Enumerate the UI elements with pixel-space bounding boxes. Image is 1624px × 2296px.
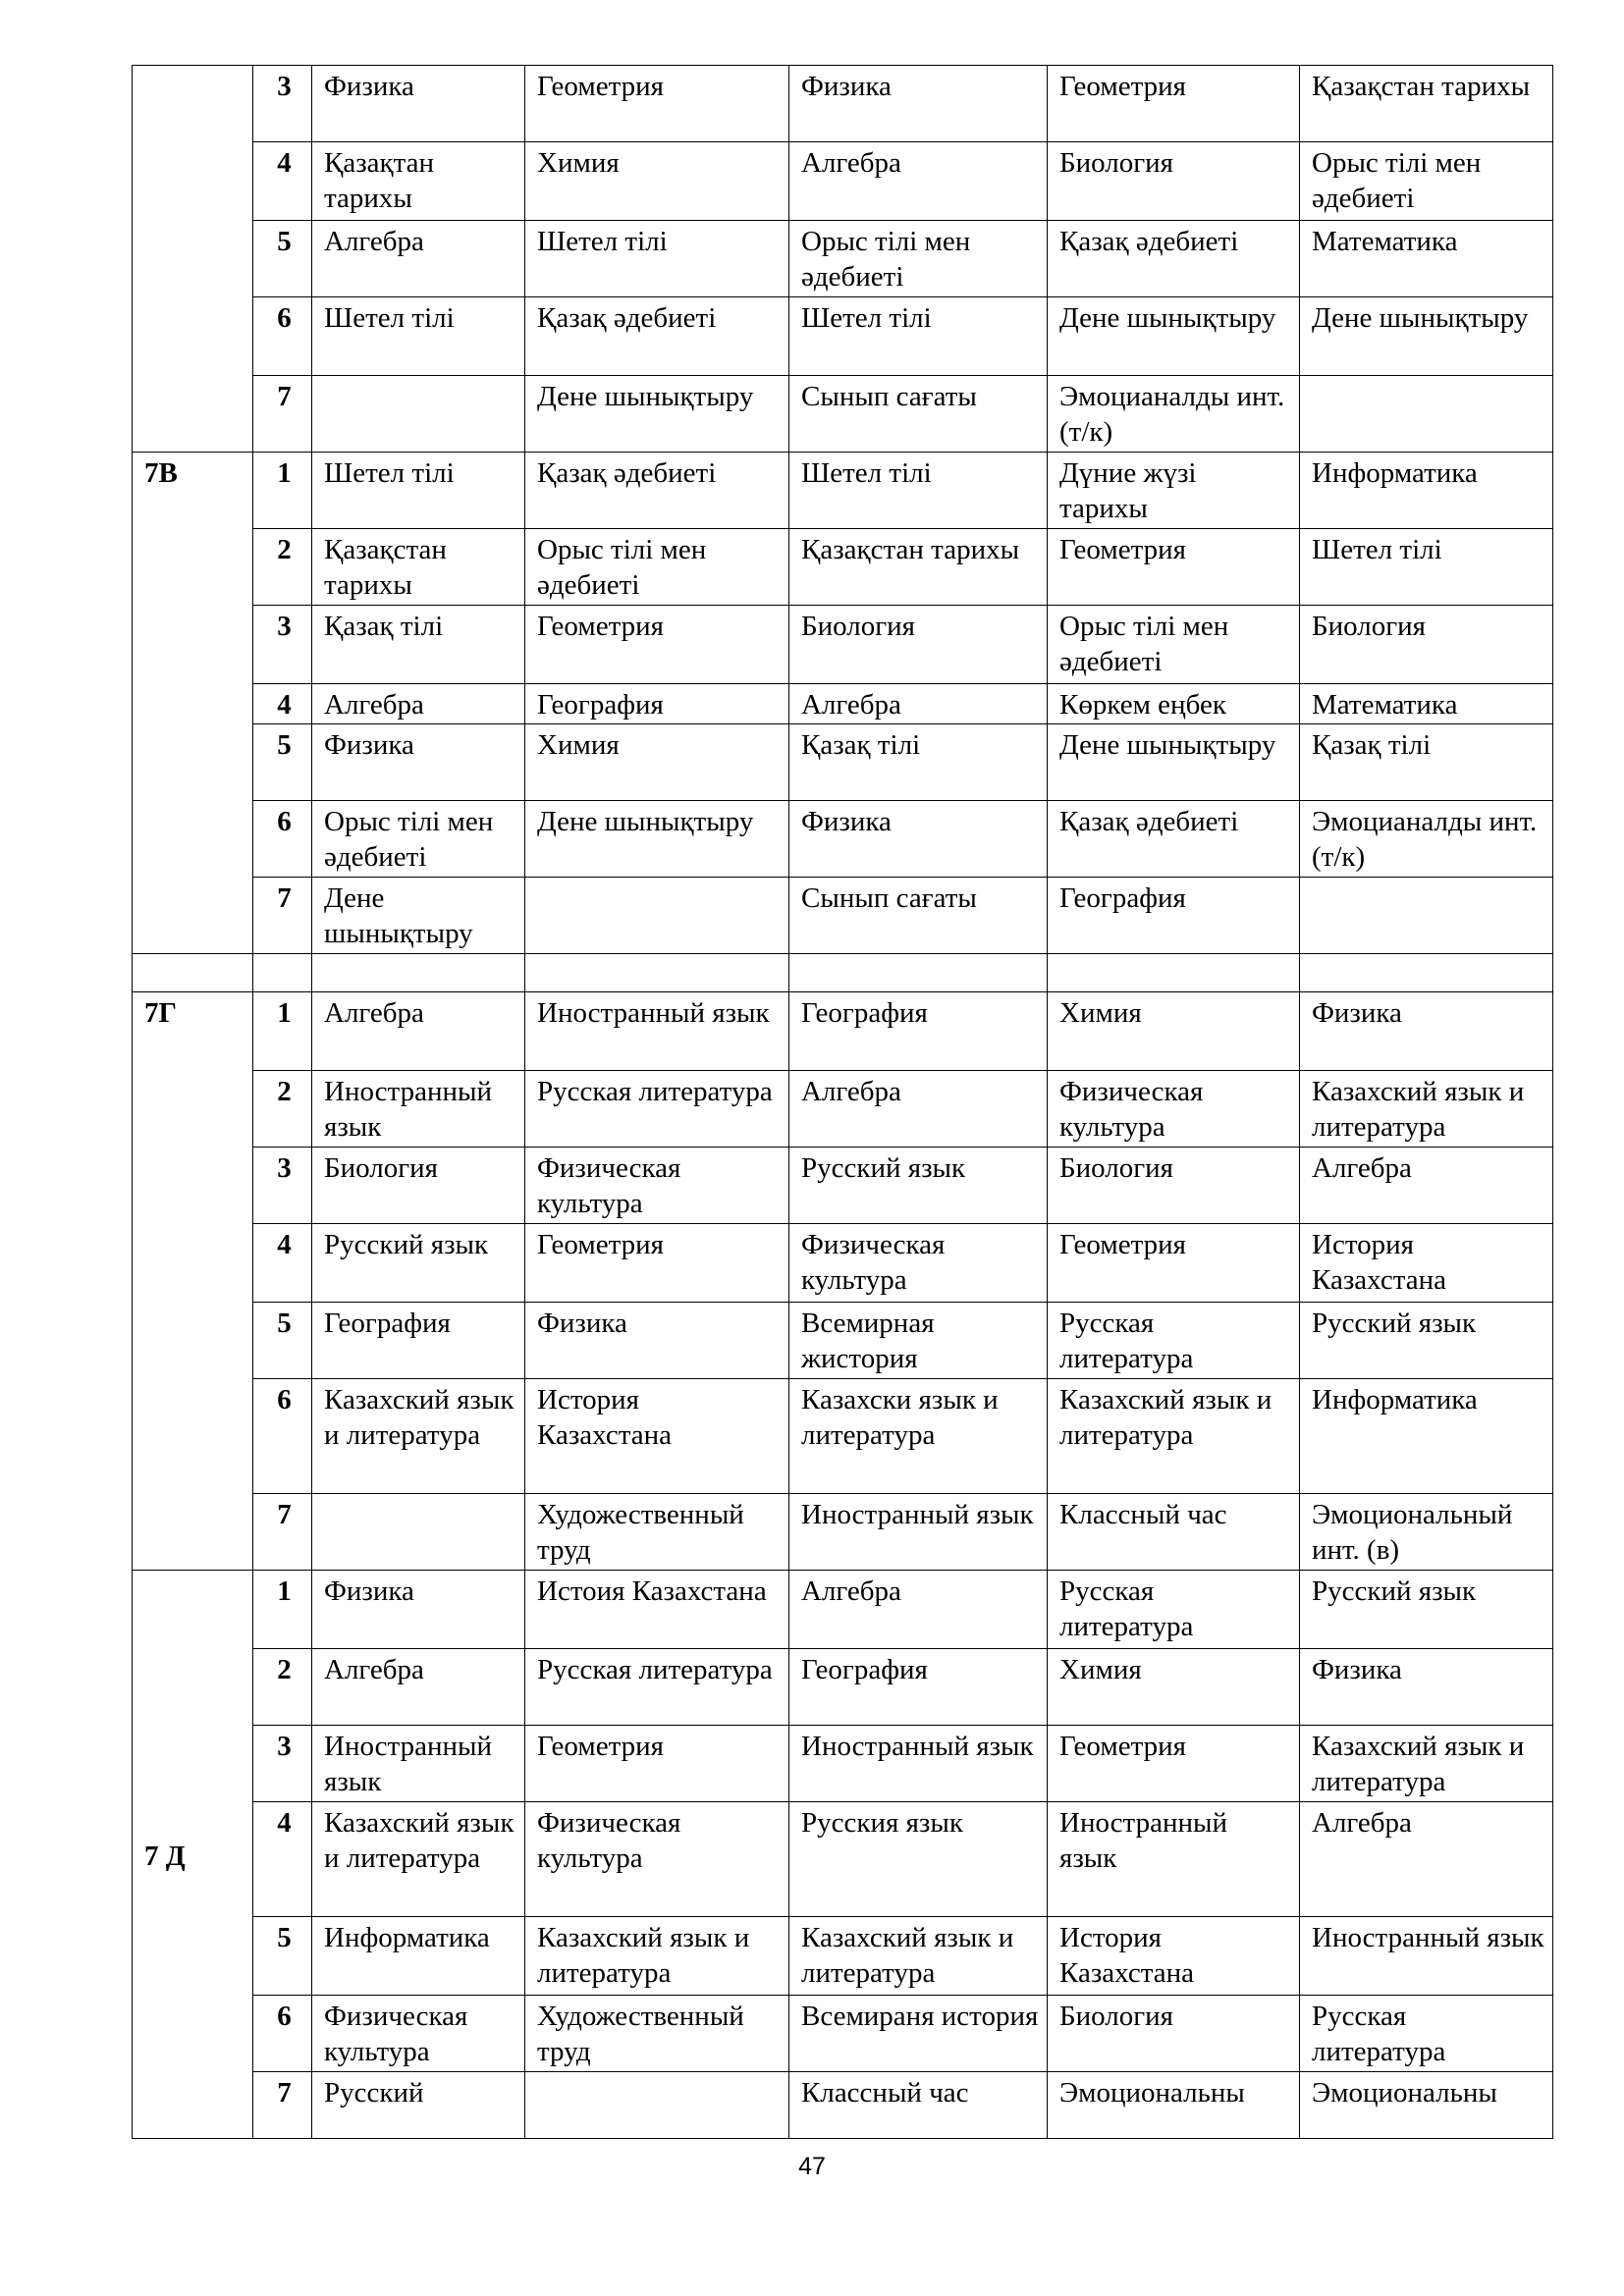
subject-cell [312,376,525,453]
page-number: 47 [798,2153,826,2180]
table-row [133,1571,1553,1649]
subject-cell: Всемираня история [789,1996,1048,2072]
subject-cell: Шетел тілі [312,297,525,376]
subject-cell [1048,954,1300,992]
subject-cell: Алгебра [312,992,525,1071]
class-label [133,954,253,992]
lesson-number: 7 [253,376,312,453]
lesson-number: 6 [253,1996,312,2072]
lesson-number: 4 [253,1224,312,1303]
table-row [133,66,1553,142]
lesson-number: 4 [253,684,312,724]
subject-cell: Русский язык [1300,1571,1553,1649]
lesson-number: 3 [253,1148,312,1224]
subject-cell: Орыс тілі мен әдебиеті [789,221,1048,297]
table-row [133,684,1553,724]
subject-cell: Физика [789,801,1048,878]
subject-cell: Алгебра [312,684,525,724]
lesson-number: 3 [253,1726,312,1802]
subject-cell: Физическая культура [789,1224,1048,1303]
subject-cell: Қазақтан тарихы [312,142,525,221]
subject-cell: Русский [312,2072,525,2139]
subject-cell: Қазақ әдебиеті [525,453,789,529]
subject-cell: Эмоциональны [1048,2072,1300,2139]
subject-cell [525,2072,789,2139]
subject-cell: Эмоциональный инт. (в) [1300,1494,1553,1571]
table-row [133,1303,1553,1379]
subject-cell: Биология [1048,1996,1300,2072]
subject-cell: Шетел тілі [789,453,1048,529]
subject-cell: Дене шынықтыру [312,878,525,954]
subject-cell: Дүние жүзі тарихы [1048,453,1300,529]
subject-cell: Эмоцианалды инт.(т/к) [1048,376,1300,453]
subject-cell: Казахский язык и литература [1048,1379,1300,1494]
subject-cell: Шетел тілі [789,297,1048,376]
subject-cell [1300,954,1553,992]
subject-cell [312,1494,525,1571]
subject-cell: Қазақстан тарихы [789,529,1048,606]
table-row [133,878,1553,954]
subject-cell: Шетел тілі [525,221,789,297]
subject-cell: Иностранный язык [1048,1802,1300,1917]
subject-cell: Классный час [789,2072,1048,2139]
subject-cell: Қазақ тілі [789,724,1048,801]
lesson-number: 7 [253,1494,312,1571]
subject-cell: История Казахстана [1048,1917,1300,1996]
subject-cell: Алгебра [312,1649,525,1726]
class-label [133,66,253,453]
lesson-number: 4 [253,1802,312,1917]
subject-cell: География [525,684,789,724]
subject-cell: Геометрия [1048,529,1300,606]
subject-cell: Қазақстан тарихы [1300,66,1553,142]
subject-cell: Орыс тілі мен әдебиеті [1048,606,1300,684]
table-row [133,2072,1553,2139]
table-row [133,297,1553,376]
subject-cell: Физика [525,1303,789,1379]
subject-cell: Иностранный язык [789,1726,1048,1802]
subject-cell [789,954,1048,992]
lesson-number: 2 [253,1071,312,1148]
subject-cell: Иностранный язык [1300,1917,1553,1996]
subject-cell: Русская литература [525,1649,789,1726]
schedule-body [133,66,1553,2139]
subject-cell: Алгебра [1300,1148,1553,1224]
subject-cell: Русская литература [1048,1571,1300,1649]
lesson-number: 6 [253,801,312,878]
subject-cell: Дене шынықтыру [1300,297,1553,376]
table-row [133,1071,1553,1148]
subject-cell: Иностранный язык [525,992,789,1071]
subject-cell: Алгебра [1300,1802,1553,1917]
subject-cell: Көркем еңбек [1048,684,1300,724]
subject-cell: Алгебра [789,142,1048,221]
lesson-number: 3 [253,606,312,684]
subject-cell [312,954,525,992]
subject-cell: Русския язык [789,1802,1048,1917]
lesson-number: 5 [253,724,312,801]
lesson-number: 2 [253,529,312,606]
subject-cell: Химия [525,724,789,801]
subject-cell: Геометрия [1048,1224,1300,1303]
class-label: 7В [133,453,253,954]
subject-cell: Алгебра [789,1571,1048,1649]
subject-cell [1300,878,1553,954]
lesson-number: 1 [253,992,312,1071]
subject-cell: Казахский язык и литература [312,1802,525,1917]
subject-cell: Дене шынықтыру [1048,724,1300,801]
lesson-number: 6 [253,297,312,376]
subject-cell: Всемирная жистория [789,1303,1048,1379]
subject-cell: Сынып сағаты [789,376,1048,453]
subject-cell: Физика [789,66,1048,142]
schedule-table [132,65,1553,2139]
subject-cell: Биология [1300,606,1553,684]
subject-cell: Орыс тілі мен әдебиеті [1300,142,1553,221]
subject-cell: Геометрия [1048,66,1300,142]
subject-cell: Геометрия [525,606,789,684]
table-row [133,1494,1553,1571]
subject-cell: Геометрия [525,1726,789,1802]
subject-cell: Иностранный язык [312,1071,525,1148]
subject-cell: Дене шынықтыру [525,376,789,453]
lesson-number: 6 [253,1379,312,1494]
table-row [133,1726,1553,1802]
subject-cell: Орыс тілі мен әдебиеті [525,529,789,606]
subject-cell: Алгебра [789,1071,1048,1148]
subject-cell [1300,376,1553,453]
lesson-number: 1 [253,453,312,529]
subject-cell: Казахский язык и литература [1300,1726,1553,1802]
lesson-number: 2 [253,1649,312,1726]
lesson-number: 7 [253,878,312,954]
subject-cell: Иностранный язык [312,1726,525,1802]
table-row [133,724,1553,801]
lesson-number: 4 [253,142,312,221]
subject-cell: Биология [1048,1148,1300,1224]
table-row [133,1917,1553,1996]
lesson-number [253,954,312,992]
subject-cell: Қазақ әдебиеті [1048,801,1300,878]
subject-cell: Русский язык [1300,1303,1553,1379]
table-row [133,1802,1553,1917]
subject-cell: Геометрия [525,1224,789,1303]
class-label: 7Г [133,992,253,1571]
lesson-number: 5 [253,1917,312,1996]
subject-cell: География [789,992,1048,1071]
subject-cell: Физическая культура [525,1802,789,1917]
subject-cell: Қазақ әдебиеті [525,297,789,376]
subject-cell: Қазақ тілі [312,606,525,684]
subject-cell: История Казахстана [525,1379,789,1494]
subject-cell: Казахски язык и литература [789,1379,1048,1494]
table-row [133,1649,1553,1726]
table-row [133,1148,1553,1224]
subject-cell: Шетел тілі [312,453,525,529]
subject-cell: Художественный труд [525,1494,789,1571]
subject-cell: Физика [312,724,525,801]
subject-cell: Казахский язык и литература [789,1917,1048,1996]
subject-cell: Русская литература [525,1071,789,1148]
subject-cell: Русский язык [312,1224,525,1303]
subject-cell: Физическая культура [312,1996,525,2072]
subject-cell: Физическая культура [1048,1071,1300,1148]
subject-cell: Биология [312,1148,525,1224]
subject-cell: Қазақ әдебиеті [1048,221,1300,297]
subject-cell: Шетел тілі [1300,529,1553,606]
table-row [133,376,1553,453]
subject-cell: Геометрия [525,66,789,142]
subject-cell: Химия [525,142,789,221]
subject-cell: Алгебра [312,221,525,297]
subject-cell: Эмоциональны [1300,2072,1553,2139]
table-row [133,1224,1553,1303]
subject-cell: Дене шынықтыру [525,801,789,878]
table-row [133,529,1553,606]
subject-cell: Математика [1300,684,1553,724]
subject-cell: Алгебра [789,684,1048,724]
subject-cell: Сынып сағаты [789,878,1048,954]
subject-cell: Классный час [1048,1494,1300,1571]
subject-cell: Математика [1300,221,1553,297]
lesson-number: 5 [253,1303,312,1379]
table-row [133,1379,1553,1494]
subject-cell [525,954,789,992]
subject-cell: Информатика [312,1917,525,1996]
table-row [133,1996,1553,2072]
subject-cell: Эмоцианалды инт.(т/к) [1300,801,1553,878]
table-row [133,801,1553,878]
subject-cell: Русская литература [1048,1303,1300,1379]
subject-cell: Русская литература [1300,1996,1553,2072]
subject-cell: Қазақ тілі [1300,724,1553,801]
subject-cell: География [1048,878,1300,954]
lesson-number: 3 [253,66,312,142]
lesson-number: 7 [253,2072,312,2139]
subject-cell: Информатика [1300,1379,1553,1494]
subject-cell: Казахский язык и литература [312,1379,525,1494]
subject-cell: Дене шынықтыру [1048,297,1300,376]
subject-cell [525,878,789,954]
subject-cell: Истоия Казахстана [525,1571,789,1649]
subject-cell: Казахский язык и литература [1300,1071,1553,1148]
subject-cell: Физика [1300,1649,1553,1726]
subject-cell: География [789,1649,1048,1726]
table-row [133,992,1553,1071]
subject-cell: Геометрия [1048,1726,1300,1802]
subject-cell: Биология [789,606,1048,684]
subject-cell: Физика [312,1571,525,1649]
subject-cell: Физическая культура [525,1148,789,1224]
subject-cell: Орыс тілі мен әдебиеті [312,801,525,878]
class-label: 7 Д [133,1571,253,2139]
subject-cell: Казахский язык и литература [525,1917,789,1996]
subject-cell: Русский язык [789,1148,1048,1224]
table-row [133,606,1553,684]
subject-cell: Физика [312,66,525,142]
table-row [133,954,1553,992]
subject-cell: Қазақстан тарихы [312,529,525,606]
subject-cell: Биология [1048,142,1300,221]
table-row [133,453,1553,529]
subject-cell: Физика [1300,992,1553,1071]
lesson-number: 1 [253,1571,312,1649]
subject-cell: Химия [1048,992,1300,1071]
subject-cell: Химия [1048,1649,1300,1726]
subject-cell: Иностранный язык [789,1494,1048,1571]
table-row [133,142,1553,221]
table-row [133,221,1553,297]
subject-cell: История Казахстана [1300,1224,1553,1303]
subject-cell: Информатика [1300,453,1553,529]
subject-cell: География [312,1303,525,1379]
subject-cell: Художественный труд [525,1996,789,2072]
lesson-number: 5 [253,221,312,297]
